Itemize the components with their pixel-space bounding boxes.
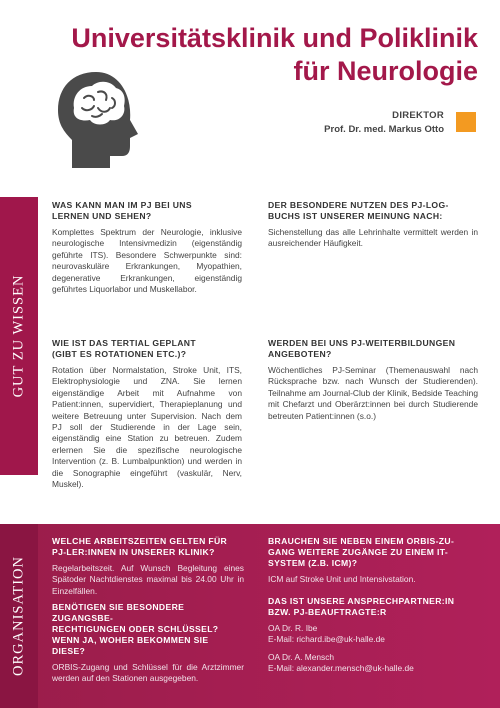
contact-email[interactable]: E-Mail: alexander.mensch@uk-halle.de <box>268 663 414 674</box>
info-block-ansprechpartner <box>268 596 478 675</box>
block-heading <box>268 536 478 569</box>
block-text: ORBIS-Zugang und Schlüssel für die Arztzimmer werden auf den Stationen ausgegeben. <box>52 662 244 684</box>
block-text: ICM auf Stroke Unit und Intensivstation. <box>268 574 416 584</box>
heading-line: LERNEN UND SEHEN? <box>52 211 152 221</box>
section-tab-gut-zu-wissen <box>0 197 38 475</box>
block-heading <box>268 596 478 618</box>
title-line-1: Universitätsklinik und Poliklinik <box>71 23 478 53</box>
heading-line: SYSTEM (Z.B. ICM)? <box>268 558 358 568</box>
info-block-lernen <box>52 200 242 295</box>
organisation-section <box>0 524 500 708</box>
block-heading <box>52 536 244 558</box>
heading-line: ANGEBOTEN? <box>268 349 332 359</box>
heading-line: PJ-LER:INNEN IN UNSERER KLINIK? <box>52 547 215 557</box>
accent-square <box>456 112 476 132</box>
heading-line: WIE IST DAS TERTIAL GEPLANT <box>52 338 196 348</box>
contact-email[interactable]: E-Mail: richard.ibe@uk-halle.de <box>268 634 385 645</box>
heading-line: WELCHE ARBEITSZEITEN GELTEN FÜR <box>52 536 228 546</box>
section-label: GUT ZU WISSEN <box>10 274 27 398</box>
heading-line: BENÖTIGEN SIE BESONDERE ZUGANGSBE- <box>52 602 185 623</box>
block-text: Komplettes Spektrum der Neurologie, inklusive neurologische Intensivmedizin (eigenständig geführte ITS). Besondere Schwerpunkte sind: neurovaskuläre Erkrankungen, Myopathien, degenerative Erkrankungen, eigenständig geführtes Liquorlabor und Muskellabor. <box>52 227 242 295</box>
contact-name: OA Dr. R. Ibe <box>268 623 318 633</box>
heading-line: DER BESONDERE NUTZEN DES PJ-LOG- <box>268 200 449 210</box>
block-heading <box>52 338 242 360</box>
heading-line: (GIBT ES ROTATIONEN ETC.)? <box>52 349 187 359</box>
heading-line: GANG WEITERE ZUGÄNGE ZU EINEM IT- <box>268 547 449 557</box>
section-label: ORGANISATION <box>10 556 27 676</box>
heading-line: WAS KANN MAN IM PJ BEI UNS <box>52 200 192 210</box>
block-text: Sichenstellung das alle Lehrinhalte vermittelt werden in ausreichender Häufigkeit. <box>268 227 478 249</box>
heading-line: BRAUCHEN SIE NEBEN EINEM ORBIS-ZU- <box>268 536 455 546</box>
block-heading <box>268 200 478 222</box>
section-tab-organisation <box>0 524 38 708</box>
block-heading <box>52 200 242 222</box>
director-name: Prof. Dr. med. Markus Otto <box>324 124 444 135</box>
info-block-it-system <box>268 536 478 585</box>
info-block-tertial <box>52 338 242 490</box>
block-heading <box>268 338 478 360</box>
info-block-logbuch <box>268 200 478 250</box>
head-brain-icon <box>52 68 148 172</box>
block-text: Regelarbeitszeit. Auf Wunsch Begleitung eines Spätoder Nachtdienstes maximal bis 24.00 Uhr in Einzelfällen. <box>52 563 244 596</box>
heading-line: RECHTIGUNGEN ODER SCHLÜSSEL? <box>52 624 219 634</box>
director-role: DIREKTOR <box>392 110 444 121</box>
heading-line: BZW. PJ-BEAUFTRAGTE:R <box>268 607 387 617</box>
heading-line: WERDEN BEI UNS PJ-WEITERBILDUNGEN <box>268 338 456 348</box>
block-text: Wöchentliches PJ-Seminar (Themenauswahl nach Rücksprache bzw. nach Wunsch der Studierenden). Teilnahme am Journal-Club der Klinik, Bedside Teaching mit Chefarzt und Oberärzt:innen bei durch Studierende betreuten Patient:innen (s.o.) <box>268 365 478 421</box>
heading-line: DAS IST UNSERE ANSPRECHPARTNER:IN <box>268 596 455 606</box>
info-block-zugang <box>52 602 244 685</box>
title-line-2: für Neurologie <box>293 56 478 86</box>
heading-line: BUCHS IST UNSERER MEINUNG NACH: <box>268 211 443 221</box>
block-heading <box>52 602 244 657</box>
info-block-weiterbildung <box>268 338 478 422</box>
director-block <box>324 110 444 135</box>
heading-line: WENN JA, WOHER BEKOMMEN SIE DIESE? <box>52 635 209 656</box>
contact-name: OA Dr. A. Mensch <box>268 651 335 662</box>
info-block-arbeitszeiten <box>52 536 244 597</box>
block-text: Rotation über Normalstation, Stroke Unit, ITS, Elektrophysiologie und ZNA. Sie lernen eigenständige Arbeit mit Aufnahme von Patient:innen, supervidiert, Therapieplanung und weitere Betreuung unter Supervision. Nach dem PJ soll der Studierende in der Lage sein, eigenständig eine Station zu betreuen. Zudem erlernen Sie die spezifische neurologische Intervention (z. B. Lumbalpunktion) und werden in die Sonographie eingeführt (vaskulär, Nerv, Muskel). <box>52 365 242 490</box>
